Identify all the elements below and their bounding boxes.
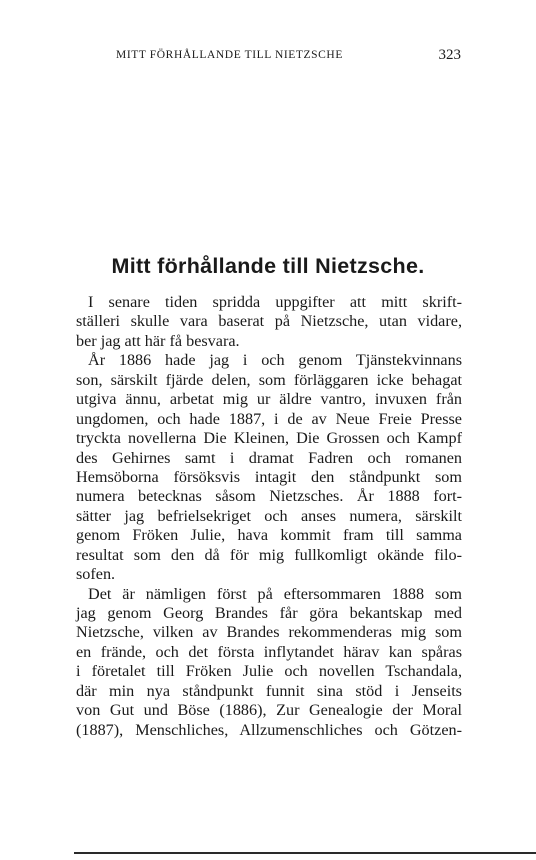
text-line: des Gehirnes samt i dramat Fadren och romanen: [76, 448, 462, 467]
running-title: MITT FÖRHÅLLANDE TILL NIETZSCHE: [116, 49, 343, 61]
text-line: numera betecknas såsom Nietzsches. År 1888 fort-: [76, 487, 462, 506]
bottom-rule: [74, 852, 536, 854]
paragraph: [76, 293, 462, 351]
text-line: Det är nämligen först på eftersommaren 1888 som: [88, 584, 462, 603]
text-line: genom Fröken Julie, hava kommit fram till samma: [76, 526, 462, 545]
chapter-title: Mitt förhållande till Nietzsche.: [111, 254, 425, 278]
text-line: Nietzsche, vilken av Brandes rekommenderas mig som: [76, 623, 462, 642]
paragraph: [76, 585, 462, 741]
text-line: Hemsöborna försöksvis intagit den ståndpunkt som: [76, 467, 462, 486]
text-line: von Gut und Böse (1886), Zur Genealogie der Moral: [76, 701, 462, 720]
text-line: (1887), Menschliches, Allzumenschliches och Götzen-: [76, 720, 462, 739]
text-line: I senare tiden spridda uppgifter att mitt skrift-: [88, 293, 462, 311]
text-line: utgiva ännu, arbetat mig ur äldre vantro, invuxen från: [76, 390, 462, 409]
text-line: jag genom Georg Brandes får göra bekantskap med: [76, 604, 462, 622]
text-line: tryckta novellerna Die Kleinen, Die Grossen och Kampf: [76, 429, 462, 448]
text-line: År 1886 hade jag i och genom Tjänstekvinnans: [88, 351, 462, 370]
text-line: en frände, och det första inflytandet härav kan spåras: [76, 642, 462, 661]
text-line: ber jag att här få besvara.: [76, 331, 240, 350]
text-line: ställeri skulle vara baserat på Nietzsche, utan vidare,: [76, 312, 462, 331]
text-line: där min nya ståndpunkt funnit sina stöd i Jenseits: [76, 681, 462, 700]
text-line: resultat som den då för mig fullkomligt okände filo-: [76, 545, 462, 564]
page-number: 323: [438, 47, 461, 63]
text-line: sofen.: [76, 565, 116, 584]
text-line: ungdomen, och hade 1887, i de av Neue Freie Presse: [76, 409, 462, 428]
text-line: son, särskilt fjärde delen, som förläggaren icke behagat: [76, 370, 462, 389]
text-line: i företalet till Fröken Julie och novellen Tschandala,: [76, 662, 462, 681]
body-text: [76, 293, 462, 740]
text-line: sätter jag befrielsekriget och anses numera, särskilt: [76, 506, 462, 525]
running-head: [116, 49, 461, 67]
paragraph: [76, 351, 462, 584]
